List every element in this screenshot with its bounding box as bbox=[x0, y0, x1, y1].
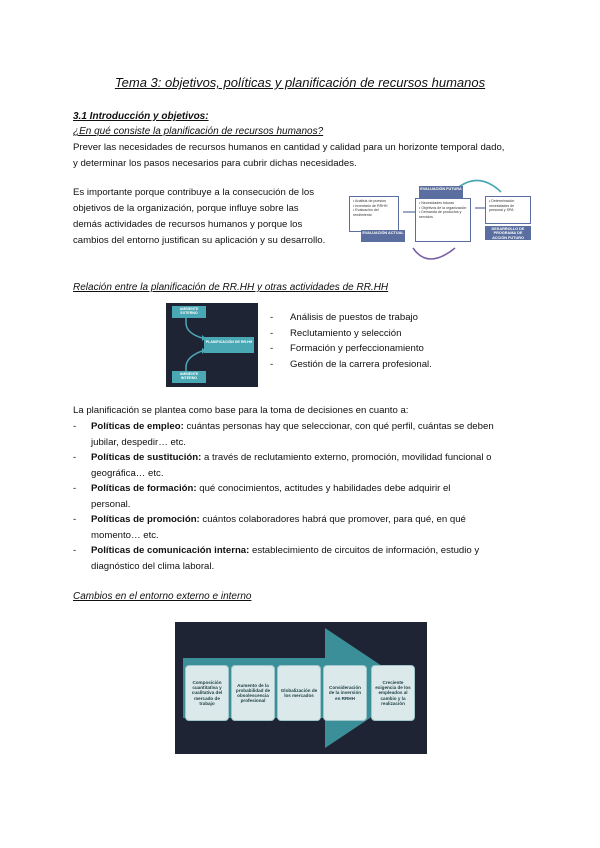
action-program-tag: DESARROLLO DE PROGRAMA DE ACCIÓN FUTURO bbox=[485, 226, 531, 240]
action-program-box bbox=[485, 196, 531, 224]
policy-text-cont: personal. bbox=[91, 499, 131, 510]
policy-text: cuántos colaboradores habrá que promover, para qué, en qué bbox=[199, 514, 466, 525]
changes-heading: Cambios en el entorno externo e interno bbox=[73, 591, 252, 602]
policy-text: qué conocimientos, actitudes y habilidades debe adquirir el bbox=[196, 483, 451, 494]
policy-employment: - Políticas de empleo: cuántas personas hay que seleccionar, con qué perfil, cuántas se deben jubilar, despedir… etc. bbox=[73, 421, 494, 448]
current-evaluation-tag: EVALUACIÓN ACTUAL bbox=[361, 230, 405, 242]
page-title: Tema 3: objetivos, políticas y planificación de recursos humanos bbox=[114, 75, 486, 90]
policy-title: Políticas de formación: bbox=[91, 483, 197, 494]
importance-line-3: demás actividades de recursos humanos y porque los bbox=[73, 219, 303, 230]
policy-text: a través de reclutamiento externo, promoción, movilidad funcional o bbox=[201, 452, 492, 463]
future-evaluation-box bbox=[415, 198, 471, 242]
importance-line-2: objetivos de la organización, porque influye sobre las bbox=[73, 203, 299, 214]
policies-intro: La planificación se plantea como base para la toma de decisiones en cuanto a: bbox=[73, 405, 409, 416]
list-item: - Formación y perfeccionamiento bbox=[270, 343, 424, 354]
middle-item-3: • Demanda de productos y servicios bbox=[419, 210, 462, 219]
policy-text-cont: diagnóstico del clima laboral. bbox=[91, 561, 215, 572]
middle-item-1: • Necesidades futuras bbox=[419, 201, 455, 205]
internal-environment-box: AMBIENTE INTERNO bbox=[172, 371, 206, 383]
importance-line-4: cambios del entorno justifican su aplicación y su desarrollo. bbox=[73, 235, 326, 246]
list-item: - Análisis de puestos de trabajo bbox=[270, 312, 418, 323]
policy-title: Políticas de comunicación interna: bbox=[91, 545, 250, 556]
list-item: - Reclutamiento y selección bbox=[270, 327, 402, 339]
list-item: - Gestión de la carrera profesional. bbox=[270, 358, 432, 370]
section-heading-intro: 3.1 Introducción y objetivos: bbox=[73, 111, 209, 122]
list-item-text: Reclutamiento y selección bbox=[290, 327, 402, 339]
importance-line-1: Es importante porque contribuye a la consecución de los bbox=[73, 187, 315, 198]
change-box: Consideración de la inversión en RRHH bbox=[323, 665, 367, 721]
change-box: Composición cuantitativa y cualitativa del mercado de trabajo bbox=[185, 665, 229, 721]
middle-item-2: • Objetivos de la organización bbox=[419, 205, 467, 210]
policy-text-cont: geográfica… etc. bbox=[91, 468, 164, 479]
policy-text-cont: jubilar, despedir… etc. bbox=[91, 437, 186, 448]
intro-paragraph-line-2: y determinar los pasos necesarios para cubrir dichas necesidades. bbox=[73, 158, 357, 169]
policy-text: cuántas personas hay que seleccionar, con qué perfil, cuántas se deben bbox=[183, 421, 494, 432]
list-item-text: Formación y perfeccionamiento bbox=[290, 343, 424, 354]
policy-promotion: - Políticas de promoción: cuántos colaboradores habrá que promover, para qué, en qué momento… etc. bbox=[73, 514, 466, 541]
future-evaluation-tag: EVALUACIÓN FUTURA bbox=[419, 186, 463, 198]
current-evaluation-box bbox=[349, 196, 399, 232]
left-item-3: • Evaluación del rendimiento bbox=[353, 208, 379, 217]
change-box: Globalización de los mercados bbox=[277, 665, 321, 721]
policy-training: - Políticas de formación: qué conocimientos, actitudes y habilidades debe adquirir el personal. bbox=[73, 483, 451, 510]
changes-diagram bbox=[175, 622, 427, 754]
relation-diagram bbox=[166, 303, 258, 387]
change-box: Aumento de la probabilidad de obsolescencia profesional bbox=[231, 665, 275, 721]
policy-internal-communication: - Políticas de comunicación interna: establecimiento de circuitos de información, estudio y diagnóstico del clima laboral. bbox=[73, 545, 480, 572]
policy-text-cont: momento… etc. bbox=[91, 530, 159, 541]
external-environment-box: AMBIENTE EXTERNO bbox=[172, 306, 206, 318]
list-item-text: Gestión de la carrera profesional. bbox=[290, 358, 432, 370]
change-box: Creciente exigencia de los empleados al cambio y la realización bbox=[371, 665, 415, 721]
policy-text: establecimiento de circuitos de información, estudio y bbox=[249, 545, 480, 556]
planning-cycle-diagram bbox=[343, 178, 533, 264]
policy-title: Políticas de sustitución: bbox=[91, 452, 202, 463]
list-item-text: Análisis de puestos de trabajo bbox=[290, 312, 418, 323]
question-heading: ¿En qué consiste la planificación de recursos humanos? bbox=[73, 126, 324, 137]
right-item-1: • Determinación necesidades de personal y SPA bbox=[489, 199, 515, 213]
policy-title: Políticas de promoción: bbox=[91, 514, 200, 525]
intro-paragraph-line-1: Prever las necesidades de recursos humanos en cantidad y calidad para un horizonte temporal dado, bbox=[73, 142, 505, 153]
policy-substitution: - Políticas de sustitución: a través de reclutamiento externo, promoción, movilidad funcional o geográfica… etc. bbox=[73, 452, 492, 479]
left-item-1: • Análisis de puestos bbox=[353, 199, 387, 203]
hr-planning-box: PLANIFICACIÓN DE RR.HH bbox=[204, 337, 254, 353]
related-activities-list bbox=[270, 310, 432, 372]
relation-heading: Relación entre la planificación de RR.HH y otras actividades de RR.HH bbox=[73, 282, 389, 293]
policy-title: Políticas de empleo: bbox=[91, 421, 184, 432]
left-item-2: • Inventario de RRHH bbox=[353, 203, 388, 208]
